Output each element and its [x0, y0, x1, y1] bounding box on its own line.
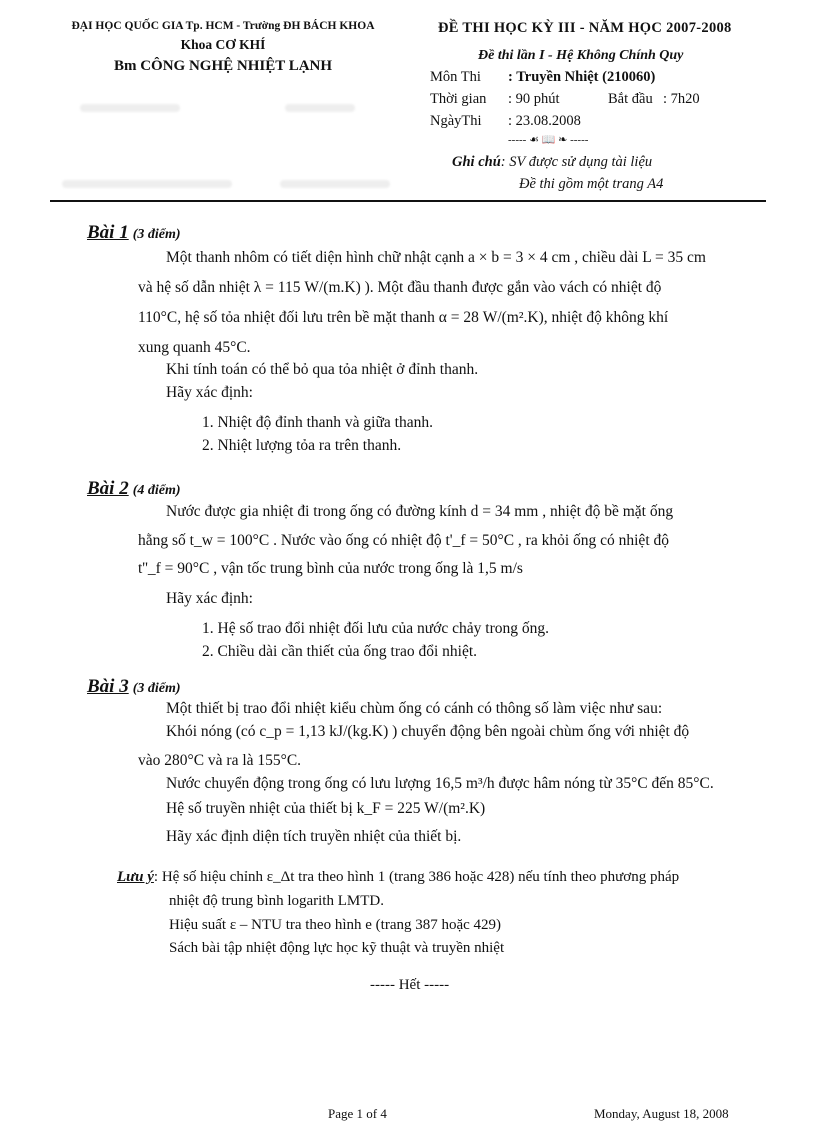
list-item: 2. Chiều dài cần thiết của ống trao đổi nhiệt.	[202, 643, 478, 660]
date-value: : 23.08.2008	[508, 113, 581, 129]
list-item: 1. Nhiệt độ đỉnh thanh và giữa thanh.	[202, 414, 433, 431]
problem-title: Bài 2	[87, 478, 129, 499]
duration-value: : 90 phút	[508, 91, 560, 107]
problem-line: hằng số t_w = 100°C . Nước vào ống có nhiệt độ t'_f = 50°C , ra khỏi ống có nhiệt độ	[138, 532, 669, 549]
faculty-name: Khoa CƠ KHÍ	[180, 37, 266, 52]
redacted-mark	[62, 180, 232, 188]
start-label: Bắt đầu	[608, 91, 653, 107]
subject-value: : Truyền Nhiệt (210060)	[508, 69, 656, 85]
list-item: 2. Nhiệt lượng tỏa ra trên thanh.	[202, 437, 402, 454]
problem-line: Khói nóng (có c_p = 1,13 kJ/(kg.K) ) chuyển động bên ngoài chùm ống với nhiệt độ	[166, 723, 690, 740]
list-item: 1. Hệ số trao đổi nhiệt đối lưu của nước chảy trong ống.	[202, 620, 549, 637]
ornament-divider: ----- ☙ 📖 ❧ -----	[508, 134, 589, 146]
problem-title: Bài 1	[87, 222, 129, 243]
problem-points: (3 điểm)	[132, 681, 181, 696]
problem-line: Nước được gia nhiệt đi trong ống có đường kính d = 34 mm , nhiệt độ bề mặt ống	[166, 503, 674, 520]
redacted-mark	[280, 180, 390, 188]
subject-label: Môn Thi	[430, 69, 481, 85]
duration-label: Thời gian	[430, 91, 487, 107]
problem-title: Bài 3	[87, 676, 129, 697]
problem-line: Nước chuyển động trong ống có lưu lượng 16,5 m³/h được hâm nóng từ 35°C đến 85°C.	[166, 775, 714, 792]
exam-title: ĐỀ THI HỌC KỲ III - NĂM HỌC 2007-2008	[438, 20, 732, 36]
problem-line: và hệ số dẫn nhiệt λ = 115 W/(m.K) ). Một đầu thanh được gắn vào vách có nhiệt độ	[138, 279, 662, 296]
department-name: Bm CÔNG NGHỆ NHIỆT LẠNH	[113, 58, 333, 74]
note-line: nhiệt độ trung bình logarith LMTD.	[169, 893, 384, 909]
note-header	[452, 154, 652, 171]
problem-line: Hãy xác định:	[166, 384, 253, 401]
page-number: Page 1 of 4	[328, 1106, 387, 1121]
note-label: Ghi chú	[452, 154, 501, 170]
problem-line: Hãy xác định diện tích truyền nhiệt của thiết bị.	[166, 828, 462, 845]
redacted-mark	[80, 104, 180, 112]
problem-line: Một thiết bị trao đổi nhiệt kiểu chùm ống có cánh có thông số làm việc như sau:	[166, 700, 663, 717]
problem-1-heading	[87, 222, 181, 244]
problem-line: 110°C, hệ số tỏa nhiệt đối lưu trên bề mặt thanh α = 28 W/(m².K), nhiệt độ không khí	[138, 309, 669, 326]
problem-line: Hãy xác định:	[166, 590, 253, 607]
note-line: : Hệ số hiệu chỉnh ε_Δt tra theo hình 1 (trang 386 hoặc 428) nếu tính theo phương pháp	[153, 869, 680, 885]
problem-3-heading	[87, 676, 181, 698]
header-divider	[50, 200, 766, 202]
print-date: Monday, August 18, 2008	[594, 1106, 729, 1121]
date-label: NgàyThi	[430, 113, 482, 129]
university-name: ĐẠI HỌC QUỐC GIA Tp. HCM - Trường ĐH BÁCH KHOA	[71, 20, 375, 32]
problem-2-heading	[87, 478, 181, 500]
note-line: Hiệu suất ε – NTU tra theo hình e (trang 387 hoặc 429)	[169, 917, 502, 933]
problem-line: vào 280°C và ra là 155°C.	[138, 752, 302, 769]
problem-line: Khi tính toán có thể bỏ qua tỏa nhiệt ở đỉnh thanh.	[166, 361, 479, 378]
problem-line: Một thanh nhôm có tiết diện hình chữ nhật cạnh a × b = 3 × 4 cm , chiều dài L = 35 cm	[166, 249, 706, 266]
start-value: : 7h20	[663, 91, 700, 107]
exam-round: Đề thi lần I - Hệ Không Chính Quy	[478, 48, 684, 63]
note-text-2: Đề thi gồm một trang A4	[519, 176, 664, 192]
note-first-line	[117, 868, 679, 886]
redacted-mark	[285, 104, 355, 112]
note-line: Sách bài tập nhiệt động lực học kỹ thuật và truyền nhiệt	[169, 940, 505, 956]
problem-line: t''_f = 90°C , vận tốc trung bình của nước trong ống là 1,5 m/s	[138, 560, 523, 577]
note-label: Lưu ý	[117, 869, 154, 885]
problem-line: xung quanh 45°C.	[138, 339, 251, 356]
problem-points: (3 điểm)	[132, 227, 181, 242]
note-text: : SV được sử dụng tài liệu	[500, 154, 653, 170]
end-mark: ----- Hết -----	[370, 977, 450, 993]
problem-points: (4 điểm)	[132, 483, 181, 498]
problem-line: Hệ số truyền nhiệt của thiết bị k_F = 225 W/(m².K)	[166, 800, 486, 817]
